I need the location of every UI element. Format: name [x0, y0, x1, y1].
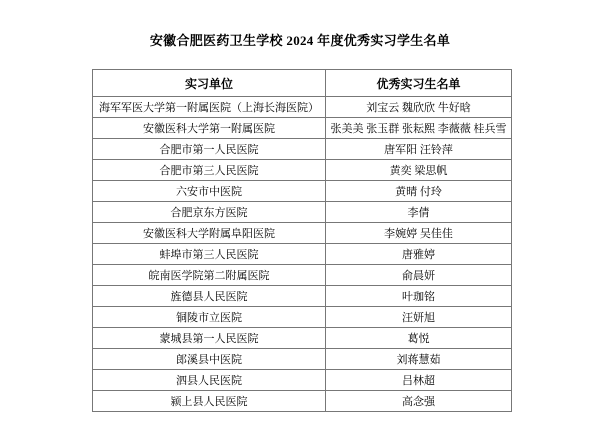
unit-cell: 合肥市第一人民医院 — [93, 139, 326, 159]
table-row — [93, 349, 511, 370]
unit-cell: 安徽医科大学第一附属医院 — [93, 118, 326, 138]
table-row — [93, 265, 511, 286]
page-title: 安徽合肥医药卫生学校 2024 年度优秀实习学生名单 — [149, 33, 451, 48]
intern-table — [92, 69, 512, 412]
table-row — [93, 244, 511, 265]
students-cell: 黄晴 付玲 — [395, 186, 442, 198]
students-cell: 刘宝云 魏欣欣 牛好晗 — [366, 102, 471, 114]
students-cell: 汪妍旭 — [402, 312, 435, 324]
table-row — [93, 97, 511, 118]
students-cell: 黄奕 梁思帆 — [389, 165, 448, 177]
students-cell: 李倩 — [407, 207, 430, 219]
students-cell: 唐军阳 汪铃萍 — [384, 144, 453, 156]
table-row — [93, 223, 511, 244]
students-cell: 李婉婷 吴佳佳 — [384, 228, 453, 240]
table-row — [93, 328, 511, 349]
unit-cell: 六安市中医院 — [93, 181, 326, 201]
table-row — [93, 307, 511, 328]
unit-cell: 旌德县人民医院 — [93, 286, 326, 306]
students-cell: 张美美 张玉群 张耘熙 李薇薇 桂兵雪 — [330, 123, 507, 135]
header-students: 优秀实习生名单 — [376, 76, 461, 91]
header-unit: 实习单位 — [93, 70, 326, 96]
unit-cell: 蒙城县第一人民医院 — [93, 328, 326, 348]
unit-cell: 郎溪县中医院 — [93, 349, 326, 369]
students-cell: 唐雅婷 — [402, 249, 435, 261]
unit-cell: 安徽医科大学附属阜阳医院 — [93, 223, 326, 243]
table-row — [93, 139, 511, 160]
table-row — [93, 391, 511, 411]
table-row — [93, 370, 511, 391]
unit-cell: 泗县人民医院 — [93, 370, 326, 390]
table-row — [93, 286, 511, 307]
unit-cell: 蚌埠市第三人民医院 — [93, 244, 326, 264]
unit-cell: 颍上县人民医院 — [93, 391, 326, 411]
students-cell: 刘蒋慧茹 — [396, 354, 441, 366]
students-cell: 俞晨妍 — [402, 270, 435, 282]
students-cell: 吕林超 — [402, 375, 435, 387]
students-cell: 叶珈铭 — [402, 291, 435, 303]
table-row — [93, 181, 511, 202]
students-cell: 葛悦 — [407, 333, 430, 345]
unit-cell: 合肥京东方医院 — [93, 202, 326, 222]
unit-cell: 铜陵市立医院 — [93, 307, 326, 327]
table-row — [93, 118, 511, 139]
table-header-row — [93, 70, 511, 97]
students-cell: 高念强 — [402, 396, 435, 408]
table-row — [93, 202, 511, 223]
unit-cell: 皖南医学院第二附属医院 — [93, 265, 326, 285]
unit-cell: 合肥市第三人民医院 — [93, 160, 326, 180]
table-row — [93, 160, 511, 181]
unit-cell: 海军军医大学第一附属医院（上海长海医院） — [93, 97, 326, 117]
